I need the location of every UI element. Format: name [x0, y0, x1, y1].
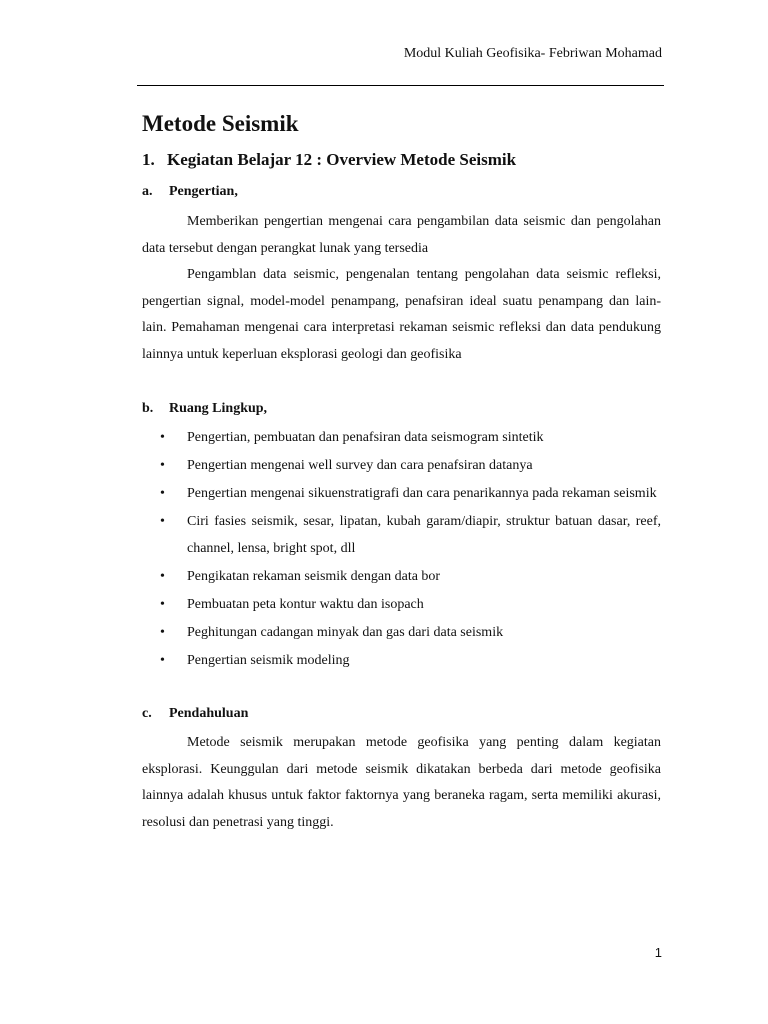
list-item	[142, 563, 661, 590]
list-item	[142, 508, 661, 562]
subheading-letter: a.	[142, 184, 153, 199]
paragraph: Pengamblan data seismic, pengenalan tentang pengolahan data seismic refleksi, pengertian signal, model-model penampang, penafsiran ideal suatu penampang dan lain-lain. Pemahaman mengenai cara interpretasi rekaman seismic refleksi dan data pendukung lainnya untuk keperluan eksplorasi geologi dan geofisika	[142, 267, 661, 362]
list-item-text: Peghitungan cadangan minyak dan gas dari data seismik	[187, 625, 504, 640]
subheading-ruang-lingkup	[142, 399, 661, 419]
page-content	[142, 108, 661, 836]
bullet-icon: •	[160, 597, 165, 612]
list-item-text: Pengertian mengenai well survey dan cara penafsiran datanya	[187, 458, 533, 473]
document-title: Metode Seismik	[142, 111, 299, 136]
list-item	[142, 647, 661, 674]
bullet-icon: •	[160, 625, 165, 640]
section-heading	[142, 148, 661, 172]
list-item-text: Ciri fasies seismik, sesar, lipatan, kubah garam/diapir, struktur batuan dasar, reef, channel, lensa, bright spot, dll	[187, 514, 661, 556]
bullet-icon: •	[160, 569, 165, 584]
list-item	[142, 480, 661, 507]
list-item	[142, 452, 661, 479]
list-item-text: Pembuatan peta kontur waktu dan isopach	[187, 597, 424, 612]
list-item-text: Pengertian, pembuatan dan penafsiran data seismogram sintetik	[187, 430, 544, 445]
section-title: Kegiatan Belajar 12 : Overview Metode Seismik	[167, 150, 517, 169]
subheading-pendahuluan	[142, 704, 661, 724]
subheading-letter: c.	[142, 706, 152, 721]
subheading-pengertian	[142, 182, 661, 202]
bullet-icon: •	[160, 430, 165, 445]
running-header: Modul Kuliah Geofisika- Febriwan Mohamad	[403, 46, 662, 61]
list-item-text: Pengertian seismik modeling	[187, 653, 350, 668]
subheading-title: Pendahuluan	[169, 706, 249, 721]
bullet-icon: •	[160, 653, 165, 668]
list-item	[142, 424, 661, 451]
subheading-letter: b.	[142, 401, 154, 416]
paragraph: Metode seismik merupakan metode geofisika yang penting dalam kegiatan eksplorasi. Keunggulan dari metode seismik dikatakan berbeda dari metode geofisika lainnya adalah khusus untuk faktor faktornya yang beraneka ragam, serta memiliki akurasi, resolusi dan penetrasi yang tinggi.	[142, 735, 661, 830]
paragraph: Memberikan pengertian mengenai cara pengambilan data seismic dan pengolahan data tersebut dengan perangkat lunak yang tersedia	[142, 214, 661, 256]
section-number: 1.	[142, 150, 155, 169]
bullet-icon: •	[160, 514, 165, 529]
list-item	[142, 591, 661, 618]
subheading-title: Ruang Lingkup,	[169, 401, 268, 416]
bullet-icon: •	[160, 458, 165, 473]
scope-list	[142, 424, 661, 674]
list-item	[142, 619, 661, 646]
header-divider	[137, 85, 664, 86]
subheading-title: Pengertian,	[169, 184, 238, 199]
list-item-text: Pengikatan rekaman seismik dengan data bor	[187, 569, 441, 584]
page-number: 1	[654, 945, 662, 960]
bullet-icon: •	[160, 486, 165, 501]
list-item-text: Pengertian mengenai sikuenstratigrafi dan cara penarikannya pada rekaman seismik	[187, 486, 657, 501]
